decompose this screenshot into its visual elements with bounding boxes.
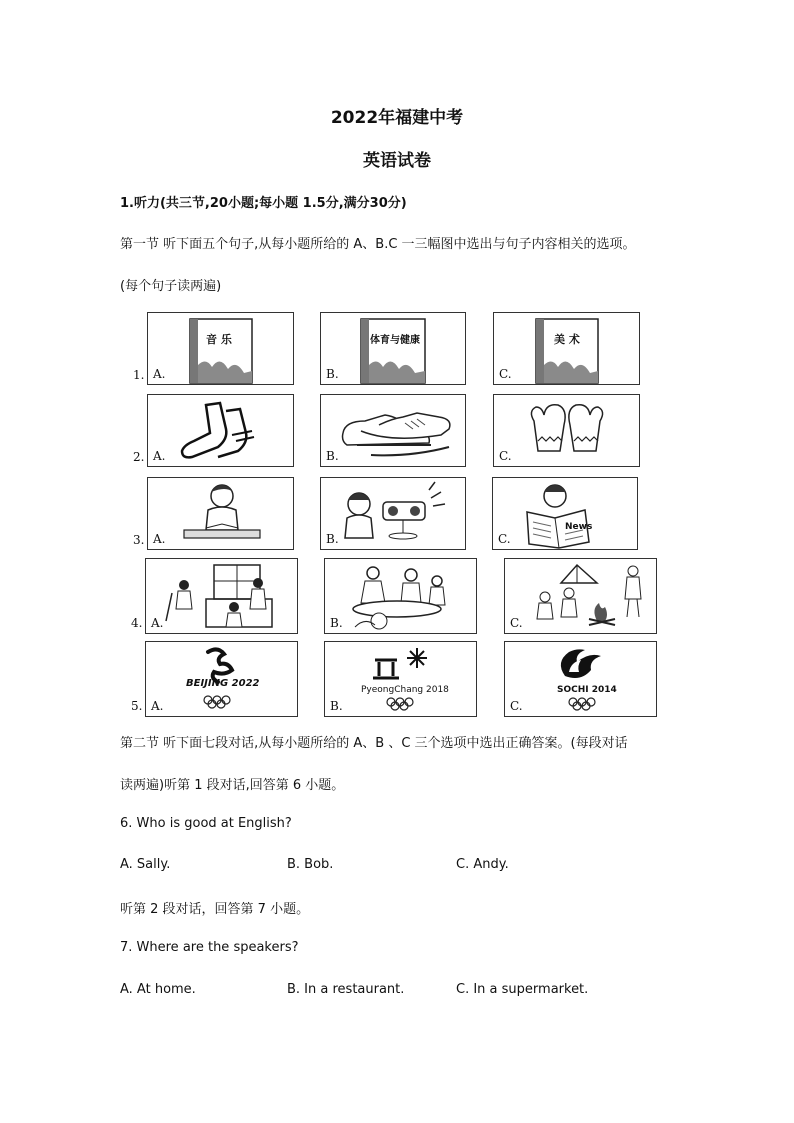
option-label: A. bbox=[153, 367, 166, 381]
option-label: A. bbox=[151, 699, 164, 713]
picture-option[interactable] bbox=[147, 312, 294, 385]
answer-option-c[interactable]: C. Andy. bbox=[456, 857, 509, 872]
question-number: 3. bbox=[133, 533, 145, 547]
picture-option[interactable] bbox=[320, 477, 466, 550]
book-title: 美 术 bbox=[554, 333, 580, 346]
socks-icon bbox=[148, 395, 295, 468]
picture-option[interactable] bbox=[145, 558, 298, 634]
option-label: C. bbox=[498, 532, 511, 546]
answer-option-a[interactable]: A. Sally. bbox=[120, 857, 171, 872]
section1-instruction: 第一节 听下面五个句子,从每小题所给的 A、B.C 一三幅图中选出与句子内容相关的选项。 bbox=[120, 237, 636, 252]
boy-listening-radio-icon bbox=[321, 478, 467, 551]
section1-instruction-note: (每个句子读两遍) bbox=[120, 279, 222, 294]
picture-option[interactable] bbox=[493, 394, 640, 467]
book-title: 体育与健康 bbox=[370, 335, 420, 346]
picture-option[interactable] bbox=[504, 558, 657, 634]
pyeongchang-2018-logo-icon bbox=[325, 642, 478, 718]
answer-option-b[interactable]: B. In a restaurant. bbox=[287, 982, 405, 997]
option-label: B. bbox=[326, 367, 339, 381]
picture-option[interactable] bbox=[492, 477, 638, 550]
section1-heading: 1.听力(共三节,20小题;每小题 1.5分,满分30分) bbox=[120, 196, 407, 211]
family-dinner-icon bbox=[325, 559, 478, 635]
option-label: A. bbox=[153, 532, 166, 546]
option-label: A. bbox=[153, 449, 166, 463]
question-number: 2. bbox=[133, 450, 145, 464]
question-stem: 7. Where are the speakers? bbox=[120, 940, 299, 955]
sochi-2014-logo-icon bbox=[505, 642, 658, 718]
picture-option[interactable] bbox=[504, 641, 657, 717]
picture-option[interactable] bbox=[320, 312, 466, 385]
art-book-icon bbox=[494, 313, 641, 386]
answer-option-b[interactable]: B. Bob. bbox=[287, 857, 334, 872]
picture-option[interactable] bbox=[324, 641, 477, 717]
question-stem: 6. Who is good at English? bbox=[120, 816, 292, 831]
picture-option[interactable] bbox=[493, 312, 640, 385]
answer-option-c[interactable]: C. In a supermarket. bbox=[456, 982, 589, 997]
newspaper-title: News bbox=[565, 522, 593, 532]
picture-option[interactable] bbox=[145, 641, 298, 717]
logo-text: PyeongChang 2018 bbox=[361, 685, 449, 695]
logo-text: SOCHI 2014 bbox=[557, 685, 617, 695]
question-number: 5. bbox=[131, 699, 143, 713]
option-label: B. bbox=[326, 449, 339, 463]
question-number: 4. bbox=[131, 616, 143, 630]
option-label: C. bbox=[499, 449, 512, 463]
question-number: 1. bbox=[133, 368, 145, 382]
boy-reading-book-icon bbox=[148, 478, 295, 551]
option-label: B. bbox=[326, 532, 339, 546]
family-cleaning-house-icon bbox=[146, 559, 299, 635]
sneakers-icon bbox=[321, 395, 467, 468]
dialogue-instruction: 听第 2 段对话，回答第 7 小题。 bbox=[120, 902, 310, 917]
option-label: C. bbox=[510, 616, 523, 630]
book-title: 音 乐 bbox=[206, 333, 232, 346]
section2-instruction: 第二节 听下面七段对话,从每小题所给的 A、B 、C 三个选项中选出正确答案。(每段对话 bbox=[120, 736, 628, 751]
camping-campfire-icon bbox=[505, 559, 658, 635]
option-label: C. bbox=[499, 367, 512, 381]
picture-option[interactable] bbox=[324, 558, 477, 634]
answer-option-a[interactable]: A. At home. bbox=[120, 982, 196, 997]
option-label: B. bbox=[330, 616, 343, 630]
pe-health-book-icon bbox=[321, 313, 467, 386]
option-label: C. bbox=[510, 699, 523, 713]
section2-instruction-cont: 读两遍)听第 1 段对话,回答第 6 小题。 bbox=[120, 778, 345, 793]
picture-option[interactable] bbox=[147, 394, 294, 467]
option-label: B. bbox=[330, 699, 343, 713]
picture-option[interactable] bbox=[320, 394, 466, 467]
option-label: A. bbox=[151, 616, 164, 630]
page-subtitle: 英语试卷 bbox=[363, 151, 431, 171]
picture-option[interactable] bbox=[147, 477, 294, 550]
music-book-icon bbox=[148, 313, 295, 386]
logo-text: BEIJING 2022 bbox=[186, 678, 260, 689]
page-title: 2022年福建中考 bbox=[330, 108, 464, 128]
boy-reading-newspaper-icon bbox=[493, 478, 639, 551]
mittens-icon bbox=[494, 395, 641, 468]
